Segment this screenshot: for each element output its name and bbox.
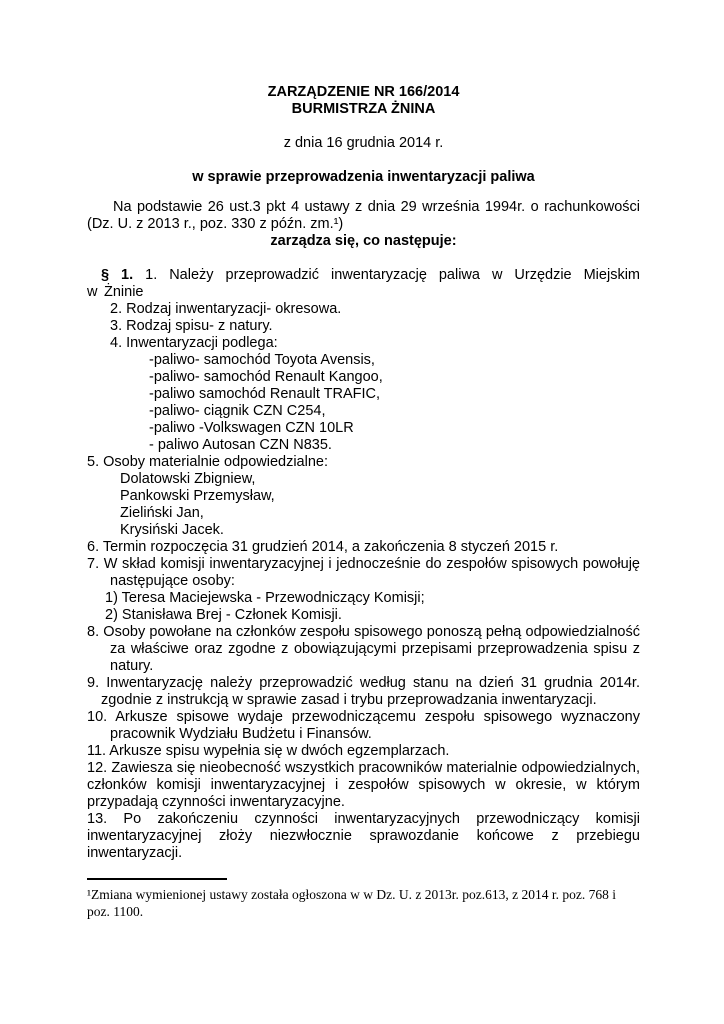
committee-member-2: 2) Stanisława Brej - Członek Komisji. bbox=[105, 607, 342, 623]
item-8: 8. Osoby powołane na członków zespołu spisowego ponoszą pełną odpowiedzialność za właściwe oraz zgodne z obowiązującymi przepisami przeprowadzenia spisu z natury. bbox=[87, 624, 640, 674]
vehicle-item: -paliwo- samochód Renault Kangoo, bbox=[149, 369, 383, 385]
enacting-clause: zarządza się, co następuje: bbox=[270, 233, 457, 249]
footnote-text: ¹Zmiana wymienionej ustawy została ogłoszona w w Dz. U. z 2013r. poz.613, z 2014 r. poz. 768 i poz. 1100. bbox=[87, 887, 616, 919]
vehicle-item: -paliwo samochód Renault TRAFIC, bbox=[149, 386, 381, 402]
item-6: 6. Termin rozpoczęcia 31 grudzień 2014, a zakończenia 8 styczeń 2015 r. bbox=[87, 539, 559, 555]
person-item: Zieliński Jan, bbox=[120, 505, 204, 521]
section-1-text: 1. Należy przeprowadzić inwentaryzację paliwa w Urzędzie Miejskim w Żninie bbox=[87, 267, 640, 300]
item-10: 10. Arkusze spisowe wydaje przewodniczącemu zespołu spisowego wyznaczony pracownik Wydziału Budżetu i Finansów. bbox=[87, 709, 640, 742]
vehicle-item: - paliwo Autosan CZN N835. bbox=[149, 437, 332, 453]
item-7: 7. W skład komisji inwentaryzacyjnej i jednocześnie do zespołów spisowych powołuję następujące osoby: bbox=[87, 556, 640, 589]
section-symbol: § 1. bbox=[101, 267, 134, 283]
item-5: 5. Osoby materialnie odpowiedzialne: bbox=[87, 454, 328, 470]
footnote-block bbox=[87, 878, 640, 920]
vehicle-item: -paliwo- ciągnik CZN C254, bbox=[149, 403, 326, 419]
person-item: Krysiński Jacek. bbox=[120, 522, 224, 538]
committee-member-1: 1) Teresa Maciejewska - Przewodniczący Komisji; bbox=[105, 590, 425, 606]
title-line2: BURMISTRZA ŻNINA bbox=[291, 101, 436, 117]
section-1-paragraph bbox=[87, 267, 640, 301]
item-11: 11. Arkusze spisu wypełnia się w dwóch egzemplarzach. bbox=[87, 743, 450, 759]
item-2: 2. Rodzaj inwentaryzacji- okresowa. bbox=[110, 301, 342, 317]
item-13: 13. Po zakończeniu czynności inwentaryzacyjnych przewodniczący komisji inwentaryzacyjnej złoży niezwłocznie sprawozdanie końcowe z przebiegu inwentaryzacji. bbox=[87, 811, 640, 861]
vehicle-item: -paliwo -Volkswagen CZN 10LR bbox=[149, 420, 354, 436]
title-line1: ZARZĄDZENIE NR 166/2014 bbox=[267, 84, 460, 100]
person-item: Pankowski Przemysław, bbox=[120, 488, 275, 504]
item-9: 9. Inwentaryzację należy przeprowadzić według stanu na dzień 31 grudnia 2014r. zgodnie z instrukcją w sprawie zasad i trybu przeprowadzania inwentaryzacji. bbox=[87, 675, 640, 708]
item-3: 3. Rodzaj spisu- z natury. bbox=[110, 318, 273, 334]
footnote-separator bbox=[87, 878, 227, 880]
vehicle-item: -paliwo- samochód Toyota Avensis, bbox=[149, 352, 375, 368]
legal-basis: Na podstawie 26 ust.3 pkt 4 ustawy z dnia 29 września 1994r. o rachunkowości (Dz. U. z 2013 r., poz. 330 z późn. zm.¹) bbox=[87, 199, 640, 232]
person-item: Dolatowski Zbigniew, bbox=[120, 471, 256, 487]
document-subject: w sprawie przeprowadzenia inwentaryzacji paliwa bbox=[192, 169, 535, 185]
document-content bbox=[87, 84, 640, 862]
item-12: 12. Zawiesza się nieobecność wszystkich pracowników materialnie odpowiedzialnych, członków komisji inwentaryzacyjnej i zespołów spisowych w okresie, w którym przypadają czynności inwentaryzacyjne. bbox=[87, 760, 640, 810]
document-date: z dnia 16 grudnia 2014 r. bbox=[283, 135, 444, 151]
item-4: 4. Inwentaryzacji podlega: bbox=[110, 335, 278, 351]
